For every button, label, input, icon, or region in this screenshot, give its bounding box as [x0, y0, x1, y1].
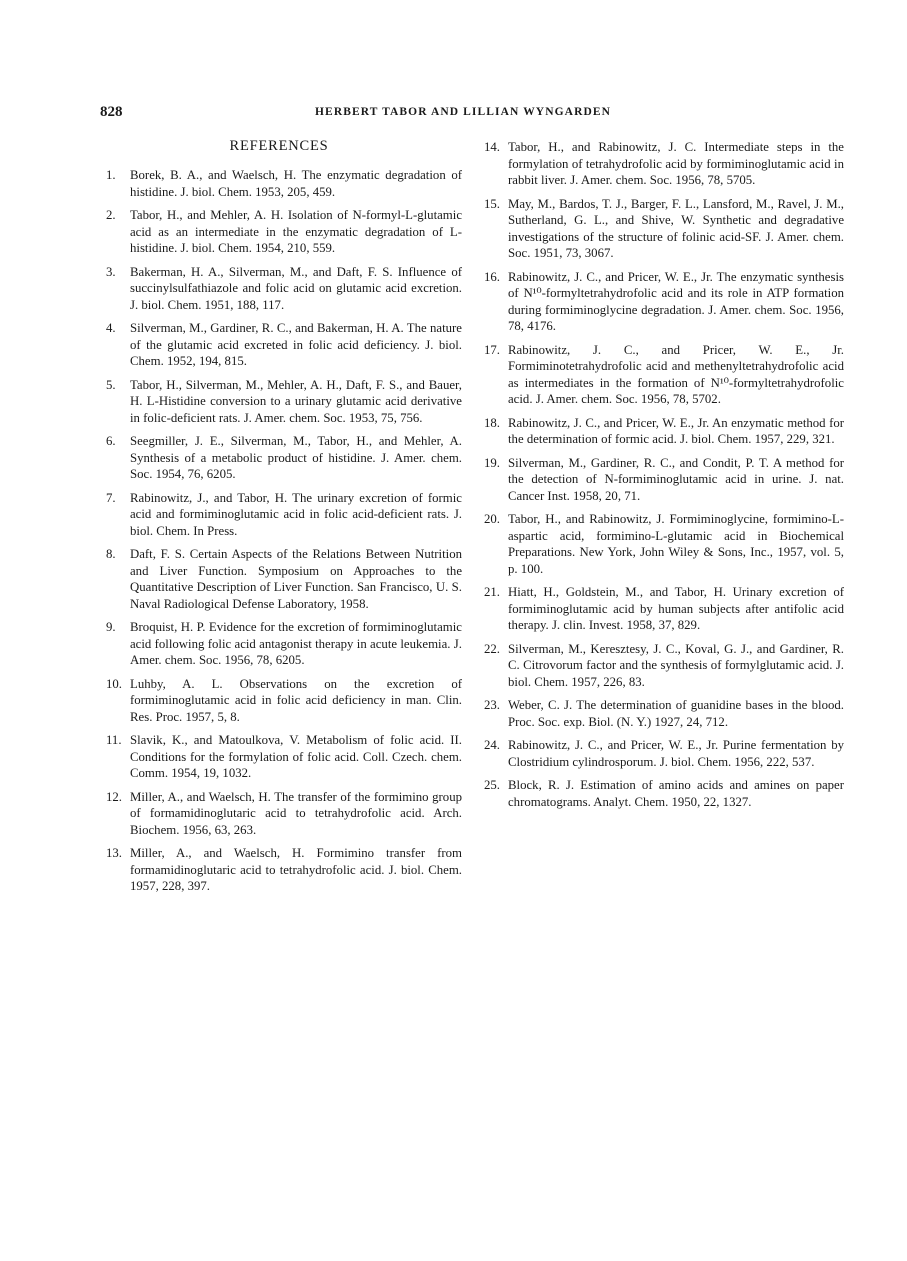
- left-column: [106, 138, 462, 902]
- reference-number: 19.: [484, 455, 500, 470]
- reference-item: [106, 264, 462, 314]
- reference-text: Rabinowitz, J. C., and Pricer, W. E., Jr. Formiminotetrahydrofolic acid and methenyltetrahydrofolic acid as intermediates in the formation of N¹⁰-formyltetrahydrofolic acid. J. Amer. chem. Soc. 1956, 78, 5702.: [508, 342, 844, 406]
- reference-number: 23.: [484, 698, 500, 712]
- running-head: HERBERT TABOR AND LILLIAN WYNGARDEN: [315, 106, 612, 118]
- reference-number: 22.: [484, 641, 500, 656]
- reference-number: 1.: [106, 168, 116, 182]
- page-number: 828: [100, 104, 123, 120]
- reference-text: Rabinowitz, J., and Tabor, H. The urinary excretion of formic acid and formiminoglutamic acid in folic acid-deficient rats. J. biol. Chem. In Press.: [130, 490, 462, 538]
- reference-number: 25.: [484, 778, 500, 792]
- reference-text: Rabinowitz, J. C., and Pricer, W. E., Jr. An enzymatic method for the determination of formic acid. J. biol. Chem. 1957, 229, 321.: [508, 415, 844, 446]
- reference-number: 5.: [106, 377, 116, 392]
- reference-item: [106, 619, 462, 669]
- reference-item: [484, 584, 844, 634]
- reference-number: 13.: [106, 846, 122, 860]
- reference-number: 16.: [484, 269, 500, 284]
- reference-text: Miller, A., and Waelsch, H. Formimino transfer from formamidinoglutaric acid to tetrahydrofolic acid. J. biol. Chem. 1957, 228, 397.: [130, 846, 462, 893]
- reference-text: Hiatt, H., Goldstein, M., and Tabor, H. Urinary excretion of formiminoglutamic acid by human subjects after antifolic acid therapy. J. clin. Invest. 1958, 37, 829.: [508, 585, 844, 632]
- reference-number: 15.: [484, 196, 500, 211]
- reference-item: [484, 415, 844, 448]
- reference-item: [106, 845, 462, 895]
- reference-number: 8.: [106, 547, 116, 561]
- reference-item: [484, 511, 844, 577]
- reference-item: [106, 167, 462, 200]
- reference-number: 20.: [484, 512, 500, 526]
- reference-text: Miller, A., and Waelsch, H. The transfer of the formimino group of formamidinoglutaric acid to tetrahydrofolic acid. Arch. Biochem. 1956, 63, 263.: [130, 789, 462, 837]
- reference-text: Silverman, M., Keresztesy, J. C., Koval, G. J., and Gardiner, R. C. Citrovorum factor and the synthesis of formylglutamic acid. J. biol. Chem. 1957, 226, 83.: [508, 641, 844, 689]
- reference-number: 9.: [106, 620, 116, 634]
- reference-text: Luhby, A. L. Observations on the excretion of formiminoglutamic acid in folic acid deficiency in man. Clin. Res. Proc. 1957, 5, 8.: [130, 676, 462, 724]
- reference-text: Block, R. J. Estimation of amino acids and amines on paper chromatograms. Analyt. Chem. 1950, 22, 1327.: [508, 778, 844, 809]
- reference-text: Tabor, H., Silverman, M., Mehler, A. H., Daft, F. S., and Bauer, H. L-Histidine conversion to a urinary glutamic acid derivative in folic-deficient rats. J. Amer. chem. Soc. 1953, 75, 756.: [130, 377, 462, 425]
- reference-number: 3.: [106, 264, 116, 279]
- reference-item: [106, 320, 462, 370]
- reference-text: Slavik, K., and Matoulkova, V. Metabolism of folic acid. II. Conditions for the formylation of folic acid. Coll. Czech. chem. Comm. 1954, 19, 1032.: [130, 733, 462, 780]
- reference-text: Tabor, H., and Mehler, A. H. Isolation of N-formyl-L-glutamic acid as an intermediate in the enzymatic degradation of L-histidine. J. biol. Chem. 1954, 210, 559.: [130, 208, 462, 255]
- reference-list-left: [106, 167, 462, 895]
- right-column: [484, 139, 844, 817]
- reference-item: [484, 269, 844, 335]
- reference-number: 10.: [106, 676, 122, 691]
- reference-item: [484, 697, 844, 730]
- reference-item: [106, 676, 462, 726]
- reference-text: Borek, B. A., and Waelsch, H. The enzymatic degradation of histidine. J. biol. Chem. 1953, 205, 459.: [130, 168, 462, 199]
- reference-text: Silverman, M., Gardiner, R. C., and Bakerman, H. A. The nature of the glutamic acid excreted in folic acid deficiency. J. biol. Chem. 1952, 194, 815.: [130, 321, 462, 368]
- reference-number: 2.: [106, 208, 116, 222]
- reference-item: [484, 641, 844, 691]
- reference-item: [106, 377, 462, 427]
- reference-text: Silverman, M., Gardiner, R. C., and Condit, P. T. A method for the detection of N-formiminoglutamic acid in urine. J. nat. Cancer Inst. 1958, 20, 71.: [508, 455, 844, 503]
- reference-item: [106, 433, 462, 483]
- reference-number: 24.: [484, 738, 500, 752]
- reference-item: [106, 207, 462, 257]
- reference-number: 18.: [484, 415, 500, 430]
- reference-item: [484, 737, 844, 770]
- reference-item: [106, 789, 462, 839]
- reference-item: [484, 139, 844, 189]
- reference-item: [484, 342, 844, 408]
- reference-number: 21.: [484, 585, 500, 599]
- reference-list-right: [484, 139, 844, 810]
- reference-number: 17.: [484, 342, 500, 357]
- reference-text: Daft, F. S. Certain Aspects of the Relations Between Nutrition and Liver Function. Symposium on Approaches to the Quantitative Description of Liver Function. San Francisco, U. S. Naval Radiological Defense Laboratory, 1958.: [130, 547, 462, 611]
- reference-text: Weber, C. J. The determination of guanidine bases in the blood. Proc. Soc. exp. Biol. (N. Y.) 1927, 24, 712.: [508, 698, 844, 729]
- reference-number: 14.: [484, 140, 500, 154]
- reference-text: May, M., Bardos, T. J., Barger, F. L., Lansford, M., Ravel, J. M., Sutherland, G. L., and Shive, W. Synthetic and degradative investigations of the structure of folinic acid-SF. J. Amer. chem. Soc. 1951, 73, 3067.: [508, 196, 844, 260]
- reference-text: Broquist, H. P. Evidence for the excretion of formiminoglutamic acid following folic acid antagonist therapy in acute leukemia. J. Amer. chem. Soc. 1956, 78, 6205.: [130, 620, 462, 667]
- reference-text: Bakerman, H. A., Silverman, M., and Daft, F. S. Influence of succinylsulfathiazole and folic acid on glutamic acid excretion. J. biol. Chem. 1951, 188, 117.: [130, 264, 462, 312]
- reference-item: [106, 546, 462, 612]
- page-header: [100, 104, 845, 124]
- reference-text: Rabinowitz, J. C., and Pricer, W. E., Jr. The enzymatic synthesis of N¹⁰-formyltetrahydrofolic acid and its role in ATP formation during formiminoglycine degradation. J. Amer. chem. Soc. 1956, 78, 4176.: [508, 269, 844, 333]
- reference-item: [484, 777, 844, 810]
- reference-text: Rabinowitz, J. C., and Pricer, W. E., Jr. Purine fermentation by Clostridium cylindrosporum. J. biol. Chem. 1956, 222, 537.: [508, 738, 844, 769]
- reference-text: Tabor, H., and Rabinowitz, J. C. Intermediate steps in the formylation of tetrahydrofolic acid by formiminoglutamic acid in rabbit liver. J. Amer. chem. Soc. 1956, 78, 5705.: [508, 140, 844, 187]
- reference-number: 11.: [106, 733, 122, 747]
- reference-text: Seegmiller, J. E., Silverman, M., Tabor, H., and Mehler, A. Synthesis of a metabolic product of histidine. J. Amer. chem. Soc. 1954, 76, 6205.: [130, 434, 462, 481]
- reference-item: [106, 490, 462, 540]
- reference-number: 12.: [106, 789, 122, 804]
- section-title: REFERENCES: [229, 138, 329, 154]
- reference-number: 4.: [106, 321, 116, 335]
- reference-item: [484, 196, 844, 262]
- reference-text: Tabor, H., and Rabinowitz, J. Formiminoglycine, formimino-L-aspartic acid, formimino-L-glutamic acid in Biochemical Preparations. New York, John Wiley & Sons, Inc., 1957, vol. 5, p. 100.: [508, 512, 844, 576]
- reference-item: [106, 732, 462, 782]
- reference-number: 6.: [106, 434, 116, 448]
- reference-item: [484, 455, 844, 505]
- reference-number: 7.: [106, 490, 116, 505]
